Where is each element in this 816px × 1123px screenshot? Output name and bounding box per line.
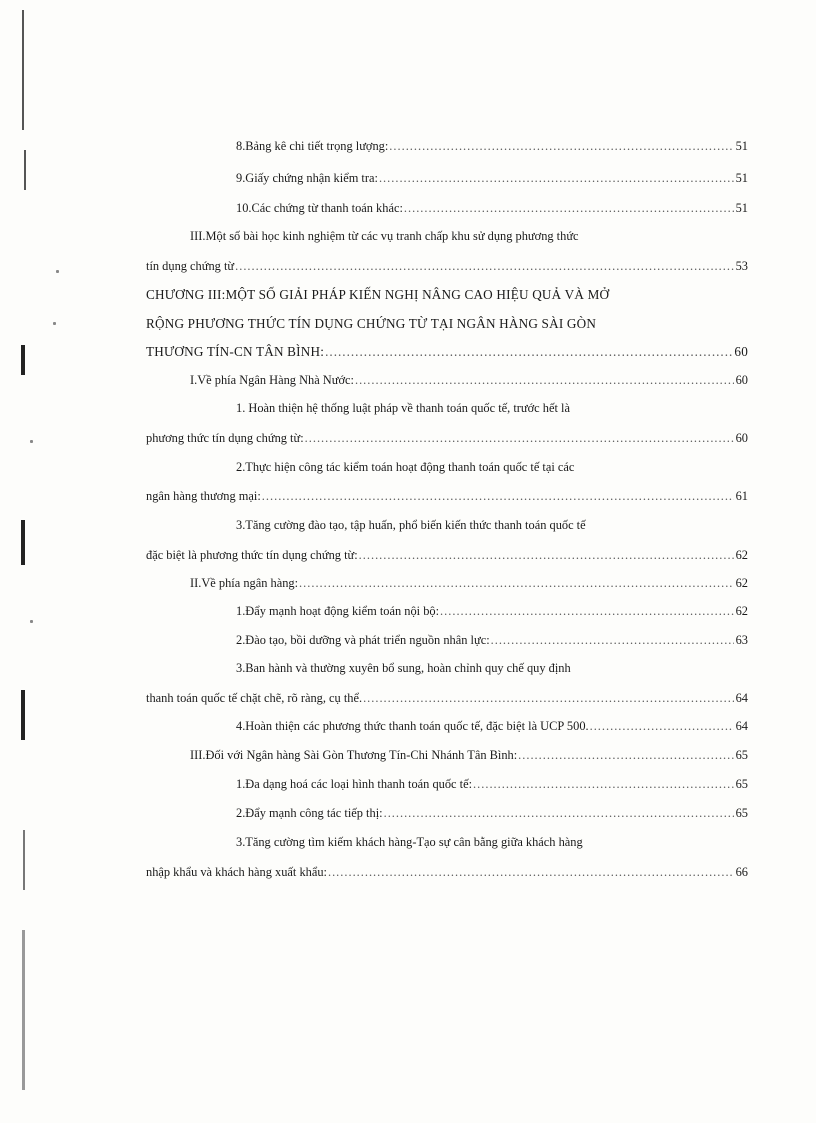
- toc-entry-title-line: 1. Hoàn thiện hệ thống luật pháp về thanh toán quốc tế, trước hết là: [236, 401, 570, 415]
- toc-page-number: 51: [735, 201, 748, 215]
- scan-line: [22, 930, 25, 1090]
- toc-leader-dots: [389, 138, 733, 154]
- toc-page-number: 51: [735, 139, 748, 153]
- toc-entry-title-line: 3.Tăng cường đào tạo, tập huấn, phổ biến kiến thức thanh toán quốc tế: [236, 518, 586, 532]
- toc-entry-title: 9.Giấy chứng nhận kiểm tra:: [236, 171, 378, 185]
- scan-line: [22, 10, 24, 130]
- toc-entry: [146, 690, 748, 706]
- chapter-heading-line: CHƯƠNG III:MỘT SỐ GIẢI PHÁP KIẾN NGHỊ NÂNG CAO HIỆU QUẢ VÀ MỞ: [146, 287, 610, 302]
- toc-page-number: 51: [735, 171, 748, 185]
- toc-entry: [236, 138, 748, 154]
- toc-entry: [190, 372, 748, 388]
- toc-entry-title-line: 3.Tăng cường tìm kiếm khách hàng-Tạo sự cân bằng giữa khách hàng: [236, 835, 583, 849]
- toc-entry-title-line: 3.Ban hành và thường xuyên bổ sung, hoàn chỉnh quy chế quy định: [236, 661, 571, 675]
- toc-entry-title: 4.Hoàn thiện các phương thức thanh toán quốc tế, đặc biệt là UCP 500.: [236, 719, 589, 733]
- scan-dot: [53, 322, 56, 325]
- scan-dot: [56, 270, 59, 273]
- toc-page-number: 61: [735, 489, 748, 503]
- scan-line: [23, 830, 25, 890]
- toc-leader-dots: [359, 547, 734, 563]
- toc-entry-title: 1.Đẩy mạnh hoạt động kiểm toán nội bộ:: [236, 604, 440, 618]
- toc-entry-title: 10.Các chứng từ thanh toán khác:: [236, 201, 403, 215]
- toc-entry: [190, 747, 748, 763]
- toc-entry: [190, 575, 748, 591]
- toc-entry: [236, 632, 748, 648]
- toc-leader-dots: [305, 430, 734, 446]
- toc-entry-title: III.Đối với Ngân hàng Sài Gòn Thương Tín-Chi Nhánh Tân Bình:: [190, 748, 518, 762]
- toc-page-number: 65: [735, 748, 748, 762]
- scan-edge-artifacts: [0, 0, 44, 1123]
- toc-entry: [236, 718, 748, 734]
- toc-entry-title: 2.Đẩy mạnh công tác tiếp thị:: [236, 806, 383, 820]
- toc-leader-dots: [328, 864, 734, 880]
- toc-entry-title: phương thức tín dụng chứng từ:: [146, 431, 304, 445]
- toc-entry: [146, 547, 748, 563]
- toc-leader-dots: [235, 258, 733, 274]
- toc-entry-title: thanh toán quốc tế chặt chẽ, rõ ràng, cụ thể.: [146, 691, 363, 705]
- toc-entry: [146, 258, 748, 274]
- toc-entry: [146, 344, 748, 360]
- scan-dot: [30, 620, 33, 623]
- toc-leader-dots: [325, 344, 732, 360]
- toc-entry-title: I.Về phía Ngân Hàng Nhà Nước:: [190, 373, 354, 387]
- toc-entry: [236, 200, 748, 216]
- scan-line: [21, 345, 25, 375]
- toc-entry: [236, 170, 748, 186]
- toc-page-number: 60: [735, 373, 748, 387]
- toc-leader-dots: [379, 170, 734, 186]
- toc-page-number: 62: [735, 576, 748, 590]
- scan-line: [21, 690, 25, 740]
- toc-entry: [146, 430, 748, 446]
- toc-leader-dots: [473, 776, 734, 792]
- toc-entry: [146, 488, 748, 504]
- toc-page-number: 62: [735, 548, 748, 562]
- toc-leader-dots: [384, 805, 734, 821]
- scan-dot: [30, 440, 33, 443]
- toc-leader-dots: [440, 603, 734, 619]
- toc-page-number: 65: [735, 777, 748, 791]
- toc-leader-dots: [404, 200, 734, 216]
- toc-page-number: 64: [735, 691, 748, 705]
- toc-leader-dots: [590, 718, 734, 734]
- toc-entry-title-line: 2.Thực hiện công tác kiểm toán hoạt động thanh toán quốc tế tại các: [236, 460, 575, 474]
- scan-line: [24, 150, 26, 190]
- toc-page-number: 53: [735, 259, 748, 273]
- toc-entry: [236, 776, 748, 792]
- chapter-heading-line: RỘNG PHƯƠNG THỨC TÍN DỤNG CHỨNG TỪ TẠI NGÂN HÀNG SÀI GÒN: [146, 316, 597, 331]
- toc-entry-title: đặc biệt là phương thức tín dụng chứng từ:: [146, 548, 358, 562]
- toc-page-number: 65: [735, 806, 748, 820]
- toc-entry-title-line: III.Một số bài học kinh nghiệm từ các vụ tranh chấp khu sử dụng phương thức: [190, 229, 579, 243]
- toc-entry-title: 2.Đào tạo, bồi dưỡng và phát triển nguồn nhân lực:: [236, 633, 490, 647]
- toc-leader-dots: [355, 372, 734, 388]
- toc-page-number: 63: [735, 633, 748, 647]
- toc-entry-title: ngân hàng thương mại:: [146, 489, 261, 503]
- toc-leader-dots: [491, 632, 734, 648]
- toc-page-number: 60: [735, 431, 748, 445]
- toc-page-number: 62: [735, 604, 748, 618]
- toc-entry: [236, 805, 748, 821]
- toc-leader-dots: [518, 747, 733, 763]
- toc-entry-title: 1.Đa dạng hoá các loại hình thanh toán quốc tế:: [236, 777, 473, 791]
- toc-page-number: 66: [735, 865, 748, 879]
- toc-leader-dots: [262, 488, 734, 504]
- toc-leader-dots: [363, 690, 734, 706]
- toc-entry: [146, 864, 748, 880]
- scan-line: [21, 520, 25, 565]
- toc-page-number: 60: [734, 344, 748, 359]
- toc-entry: [236, 603, 748, 619]
- toc-page-number: 64: [735, 719, 748, 733]
- toc-entry-title: tín dụng chứng từ: [146, 259, 235, 273]
- toc-entry-title: nhập khẩu và khách hàng xuất khẩu:: [146, 865, 327, 879]
- toc-entry-title: II.Về phía ngân hàng:: [190, 576, 299, 590]
- toc-entry-title: 8.Bảng kê chi tiết trọng lượng:: [236, 139, 389, 153]
- toc-leader-dots: [299, 575, 734, 591]
- toc-entry-title: THƯƠNG TÍN-CN TÂN BÌNH:: [146, 344, 325, 359]
